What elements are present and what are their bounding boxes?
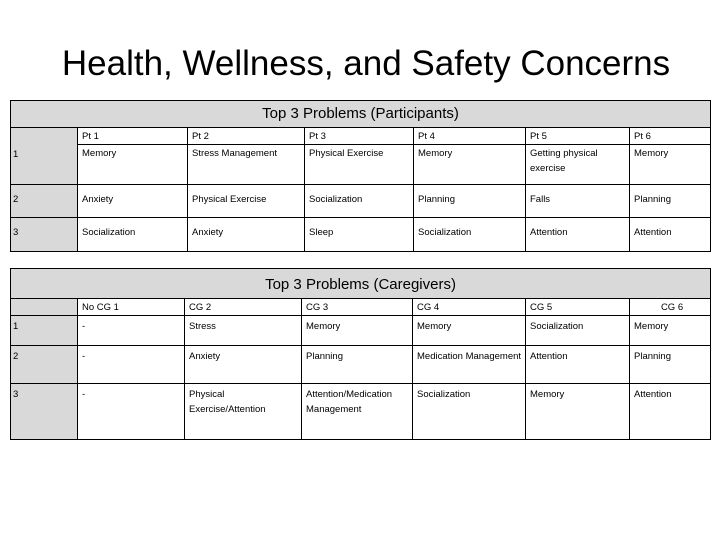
table-cell: Anxiety xyxy=(185,346,302,384)
table-cell: Socialization xyxy=(414,218,526,252)
table-cell: Physical Exercise xyxy=(305,145,414,185)
table-cell: Medication Management xyxy=(413,346,526,384)
table-cell: Planning xyxy=(630,346,711,384)
column-header-pt5: Pt 5 xyxy=(526,128,630,145)
table-cell: Anxiety xyxy=(188,218,305,252)
table-cell: Planning xyxy=(630,185,711,218)
table-cell: - xyxy=(78,346,185,384)
column-header-pt2: Pt 2 xyxy=(188,128,305,145)
page-title: Health, Wellness, and Safety Concerns xyxy=(61,44,671,83)
table-cell: Stress xyxy=(185,316,302,346)
caregivers-heading: Top 3 Problems (Caregivers) xyxy=(11,269,711,299)
table-cell: Attention xyxy=(526,218,630,252)
table-cell: Stress Management xyxy=(188,145,305,185)
table-cell: Attention xyxy=(630,218,711,252)
table-cell: Anxiety xyxy=(78,185,188,218)
table-cell: Planning xyxy=(414,185,526,218)
table-cell: Falls xyxy=(526,185,630,218)
table-cell: Memory xyxy=(413,316,526,346)
table-cell: - xyxy=(78,316,185,346)
table-cell: Getting physical exercise xyxy=(526,145,630,185)
row-label-1: 1 xyxy=(11,316,78,346)
column-header-cg1: No CG 1 xyxy=(78,299,185,316)
table-cell: Socialization xyxy=(526,316,630,346)
table-cell: Memory xyxy=(630,145,711,185)
column-header-cg6: CG 6 xyxy=(630,299,711,316)
table-cell: Memory xyxy=(414,145,526,185)
table-cell: Attention/Medication Management xyxy=(302,384,413,440)
table-cell: Socialization xyxy=(78,218,188,252)
column-header-pt4: Pt 4 xyxy=(414,128,526,145)
column-header-pt3: Pt 3 xyxy=(305,128,414,145)
table-cell: Memory xyxy=(302,316,413,346)
table-cell: Planning xyxy=(302,346,413,384)
table-cell: Sleep xyxy=(305,218,414,252)
table-cell: Physical Exercise/Attention xyxy=(185,384,302,440)
table-cell: Socialization xyxy=(413,384,526,440)
row-label-3: 3 xyxy=(11,384,78,440)
row-label-header xyxy=(11,299,78,316)
participants-heading: Top 3 Problems (Participants) xyxy=(11,101,711,128)
table-cell: Attention xyxy=(630,384,711,440)
column-header-cg3: CG 3 xyxy=(302,299,413,316)
caregivers-table xyxy=(10,268,711,440)
column-header-cg4: CG 4 xyxy=(413,299,526,316)
participants-table xyxy=(10,100,711,252)
table-cell: Physical Exercise xyxy=(188,185,305,218)
row-label-1: 1 xyxy=(11,128,78,185)
table-cell: Memory xyxy=(630,316,711,346)
column-header-pt6: Pt 6 xyxy=(630,128,711,145)
column-header-cg5: CG 5 xyxy=(526,299,630,316)
table-cell: Memory xyxy=(78,145,188,185)
table-cell: Socialization xyxy=(305,185,414,218)
row-label-2: 2 xyxy=(11,185,78,218)
table-cell: - xyxy=(78,384,185,440)
table-cell: Memory xyxy=(526,384,630,440)
column-header-pt1: Pt 1 xyxy=(78,128,188,145)
column-header-cg2: CG 2 xyxy=(185,299,302,316)
row-label-3: 3 xyxy=(11,218,78,252)
table-cell: Attention xyxy=(526,346,630,384)
row-label-2: 2 xyxy=(11,346,78,384)
